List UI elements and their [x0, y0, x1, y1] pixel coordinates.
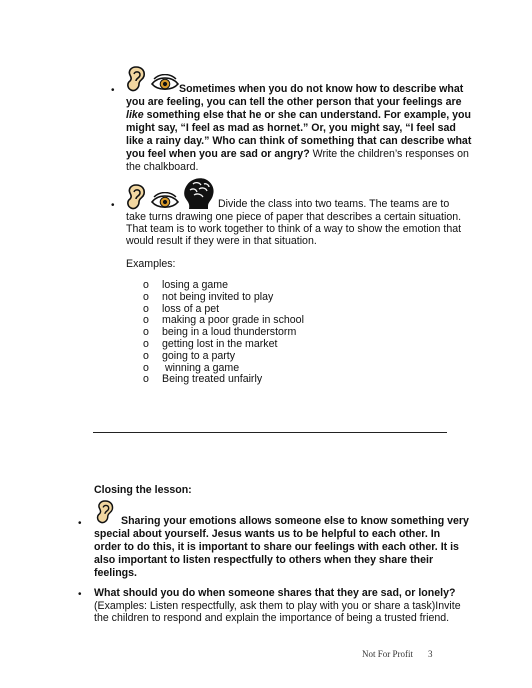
horizontal-divider [93, 432, 447, 433]
list-marker: o [143, 314, 149, 327]
text-segment: might say, “I feel as mad as hornet.” Or, you might say, “I feel sad [126, 122, 456, 134]
text-segment: Write the children’s responses on [309, 148, 469, 160]
text-segment: like [126, 109, 144, 121]
text-line [126, 161, 198, 174]
list-marker: o [143, 290, 149, 303]
bullet: • [78, 518, 82, 529]
text-segment: you are feeling, you can tell the other person that your feelings are [126, 96, 462, 108]
text-segment: you feel when you are sad or angry? [126, 148, 310, 160]
text-line: Sharing your emotions allows someone else to know something very [121, 515, 469, 527]
text-line [126, 96, 462, 109]
closing-heading: Closing the lesson: [94, 484, 192, 496]
footer-text: Not For Profit [362, 649, 414, 659]
bullet: • [78, 589, 82, 600]
list-item-text: winning a game [162, 361, 240, 374]
ear-icon [124, 66, 148, 92]
list-item-text: being in a loud thunderstorm [162, 326, 297, 339]
icon-group [124, 176, 216, 210]
list-marker: o [143, 337, 149, 350]
ear-icon [94, 500, 116, 524]
list-marker: o [143, 326, 149, 339]
list-marker: o [143, 302, 149, 315]
icon-group [94, 500, 116, 524]
bullet: • [111, 85, 115, 96]
head-icon [182, 176, 216, 210]
question-line: What should you do when someone shares that they are sad, or lonely? [94, 587, 456, 599]
bullet: • [111, 200, 115, 211]
text-line: (Examples: Listen respectfully, ask them to play with you or share a task)Invite [94, 600, 461, 612]
examples-list [143, 280, 304, 386]
text-segment: the chalkboard. [126, 161, 199, 173]
text-line: take turns drawing one piece of paper that describes a certain situation. [126, 211, 462, 223]
text-segment: something else that he or she can understand. For example, you [143, 109, 471, 121]
list-marker: o [143, 373, 149, 386]
text-line: special about yourself. Jesus wants us to be helpful to each other. In [94, 528, 441, 540]
list-item-text: losing a game [162, 279, 228, 291]
text-line: would result if they were in that situation. [126, 235, 317, 247]
list-marker: o [143, 361, 149, 374]
text-line: also important to listen respectfully to others when they share their [94, 554, 434, 566]
text-line [126, 148, 469, 161]
text-segment: like a rainy day.” Who can think of something that can describe what [126, 135, 472, 147]
text-line: That team is to work together to think of a way to show the emotion that [126, 223, 462, 235]
list-marker: o [143, 349, 149, 362]
list-item-text: Being treated unfairly [162, 373, 263, 386]
icon-group [124, 66, 180, 92]
text-line: the children to respond and explain the importance of being a trusted friend. [94, 612, 450, 624]
text-line [126, 122, 456, 135]
text-line [179, 83, 463, 96]
page-number: 3 [428, 649, 433, 659]
text-line: order to do this, it is important to share our feelings with each other. It is [94, 541, 459, 553]
list-item-text: loss of a pet [162, 302, 220, 315]
list-item-text: going to a party [162, 349, 236, 362]
eye-icon [150, 192, 180, 210]
list-item-text: not being invited to play [162, 290, 274, 303]
list-item-text: making a poor grade in school [162, 314, 304, 327]
text-line [126, 135, 471, 148]
text-line: feelings. [94, 567, 137, 579]
ear-icon [124, 184, 148, 210]
list-marker: o [143, 279, 149, 291]
text-line: Divide the class into two teams. The teams are to [218, 198, 450, 210]
examples-label: Examples: [126, 258, 176, 270]
text-segment: Sometimes when you do not know how to describe what [179, 83, 464, 95]
eye-icon [150, 74, 180, 92]
list-item [143, 374, 304, 386]
text-line [126, 109, 471, 122]
list-item-text: getting lost in the market [162, 337, 278, 350]
